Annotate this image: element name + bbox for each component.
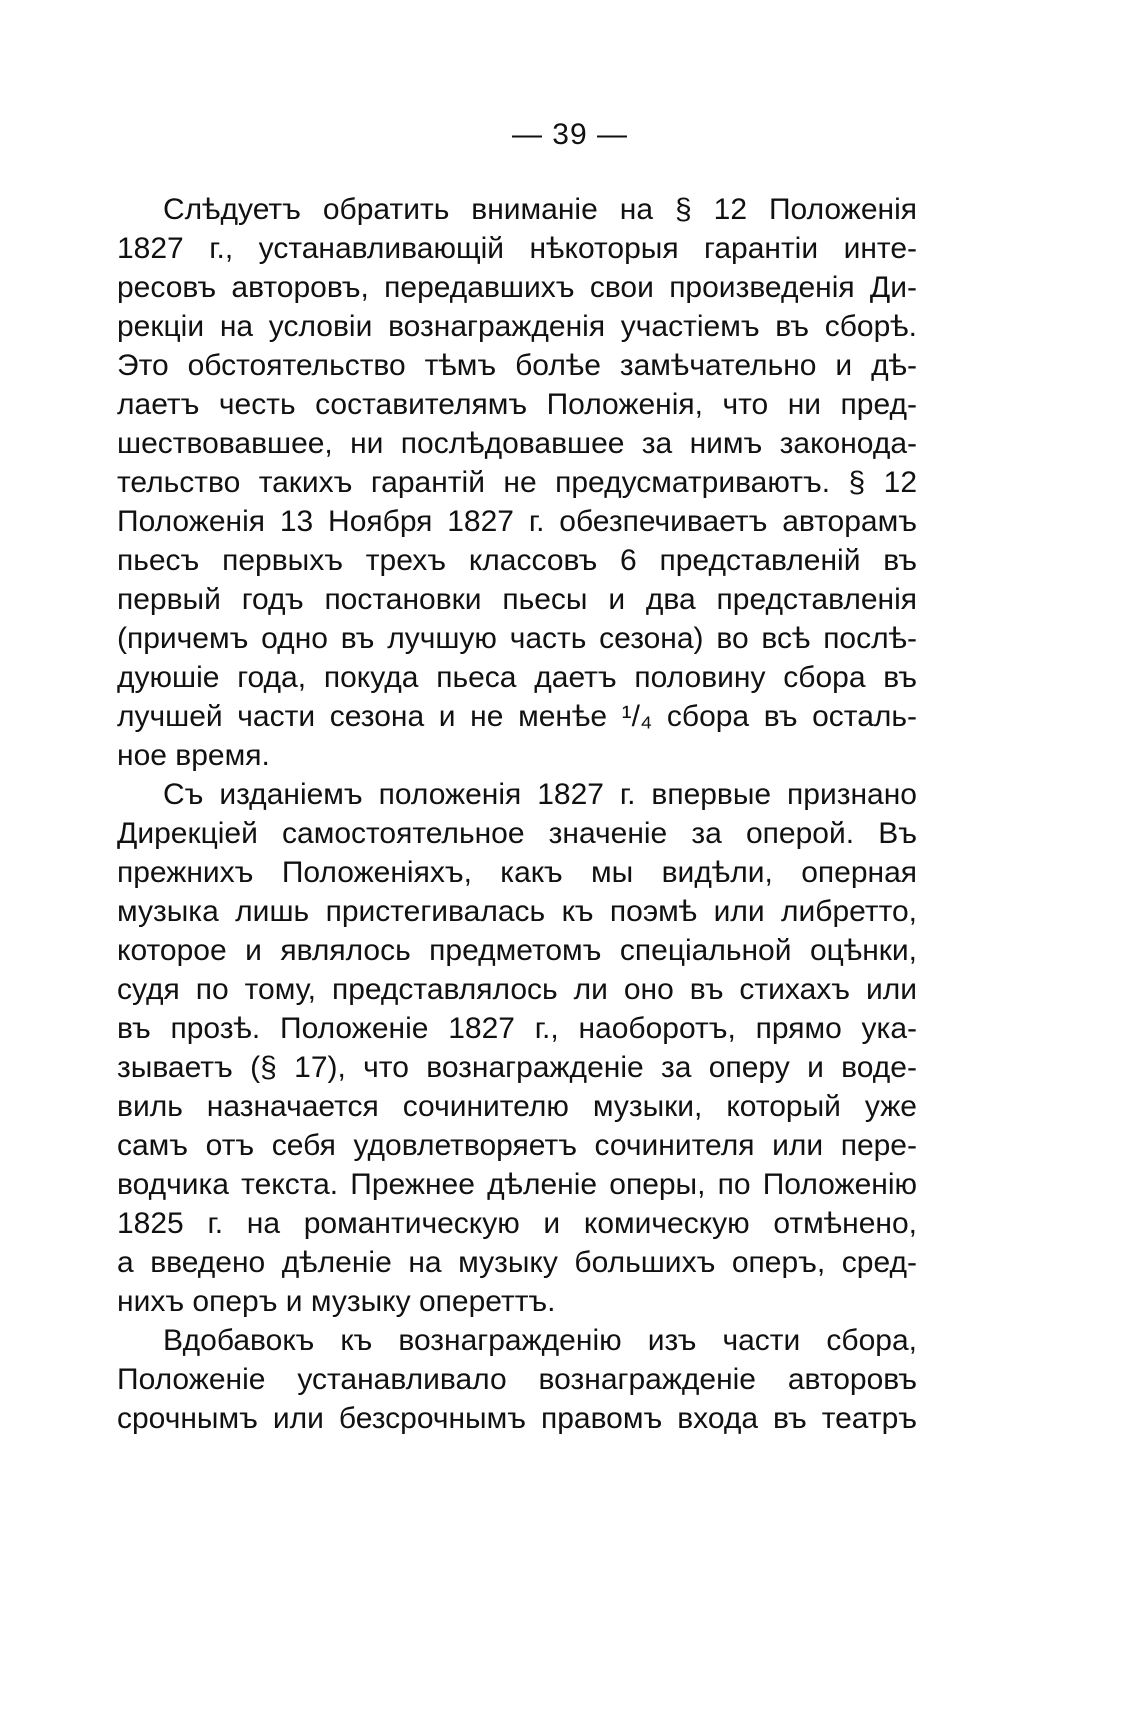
text-line: музыка лишь пристегивалась къ поэмѣ или либретто,	[117, 895, 917, 928]
text-line: а введено дѣленіе на музыку большихъ оперъ, сред-	[117, 1246, 917, 1279]
text-line: лучшей части сезона и не менѣе ¹/₄ сбора въ осталь-	[117, 700, 917, 733]
text-line: 1827 г., устанавливающій нѣкоторыя гарантіи инте-	[117, 232, 917, 265]
text-line: судя по тому, представлялось ли оно въ стихахъ или	[117, 973, 917, 1006]
paragraph	[117, 775, 917, 1321]
text-line: въ прозѣ. Положеніе 1827 г., наоборотъ, прямо ука-	[117, 1012, 917, 1045]
text-line: виль назначается сочинителю музыки, который уже	[117, 1090, 917, 1123]
text-line: Слѣдуетъ обратить вниманіе на § 12 Положенія	[163, 193, 917, 226]
text-line: Дирекціей самостоятельное значеніе за оперой. Въ	[117, 817, 917, 850]
text-line: которое и являлось предметомъ спеціальной оцѣнки,	[117, 934, 917, 967]
text-line: прежнихъ Положеніяхъ, какъ мы видѣли, оперная	[117, 856, 917, 889]
text-line: срочнымъ или безсрочнымъ правомъ входа въ театръ	[117, 1402, 917, 1435]
text-line: Вдобавокъ къ вознагражденію изъ части сбора,	[163, 1324, 917, 1357]
body-text	[117, 190, 917, 1438]
text-line: 1825 г. на романтическую и комическую отмѣнено,	[117, 1207, 917, 1240]
text-line: Положенія 13 Ноября 1827 г. обезпечиваетъ авторамъ	[117, 505, 917, 538]
text-line: шествовавшее, ни послѣдовавшее за нимъ законода-	[117, 427, 917, 460]
text-line: (причемъ одно въ лучшую часть сезона) во всѣ послѣ-	[117, 622, 917, 655]
text-line: тельство такихъ гарантій не предусматриваютъ. § 12	[117, 466, 917, 499]
text-line: самъ отъ себя удовлетворяетъ сочинителя или пере-	[117, 1129, 917, 1162]
text-line: лаетъ честь составителямъ Положенія, что ни пред-	[117, 388, 917, 421]
paragraph	[117, 1321, 917, 1438]
text-line: рекціи на условіи вознагражденія участіемъ въ сборѣ.	[117, 310, 917, 343]
text-line: ное время.	[117, 739, 270, 772]
text-line: дуюшіе года, покуда пьеса даетъ половину сбора въ	[117, 661, 917, 694]
text-line: Это обстоятельство тѣмъ болѣе замѣчательно и дѣ-	[117, 349, 917, 382]
text-line: зываетъ (§ 17), что вознагражденіе за оперу и воде-	[117, 1051, 917, 1084]
text-line: ресовъ авторовъ, передавшихъ свои произведенія Ди-	[117, 271, 917, 304]
text-line: нихъ оперъ и музыку опереттъ.	[117, 1285, 556, 1318]
text-line: пьесъ первыхъ трехъ классовъ 6 представленій въ	[117, 544, 917, 577]
text-line: водчика текста. Прежнее дѣленіе оперы, по Положенію	[117, 1168, 917, 1201]
text-line: Съ изданіемъ положенія 1827 г. впервые признано	[163, 778, 917, 811]
paragraph	[117, 190, 917, 775]
text-line: Положеніе устанавливало вознагражденіе авторовъ	[117, 1363, 917, 1396]
page-number: — 39 —	[511, 118, 629, 151]
text-line: первый годъ постановки пьесы и два представленія	[117, 583, 917, 616]
